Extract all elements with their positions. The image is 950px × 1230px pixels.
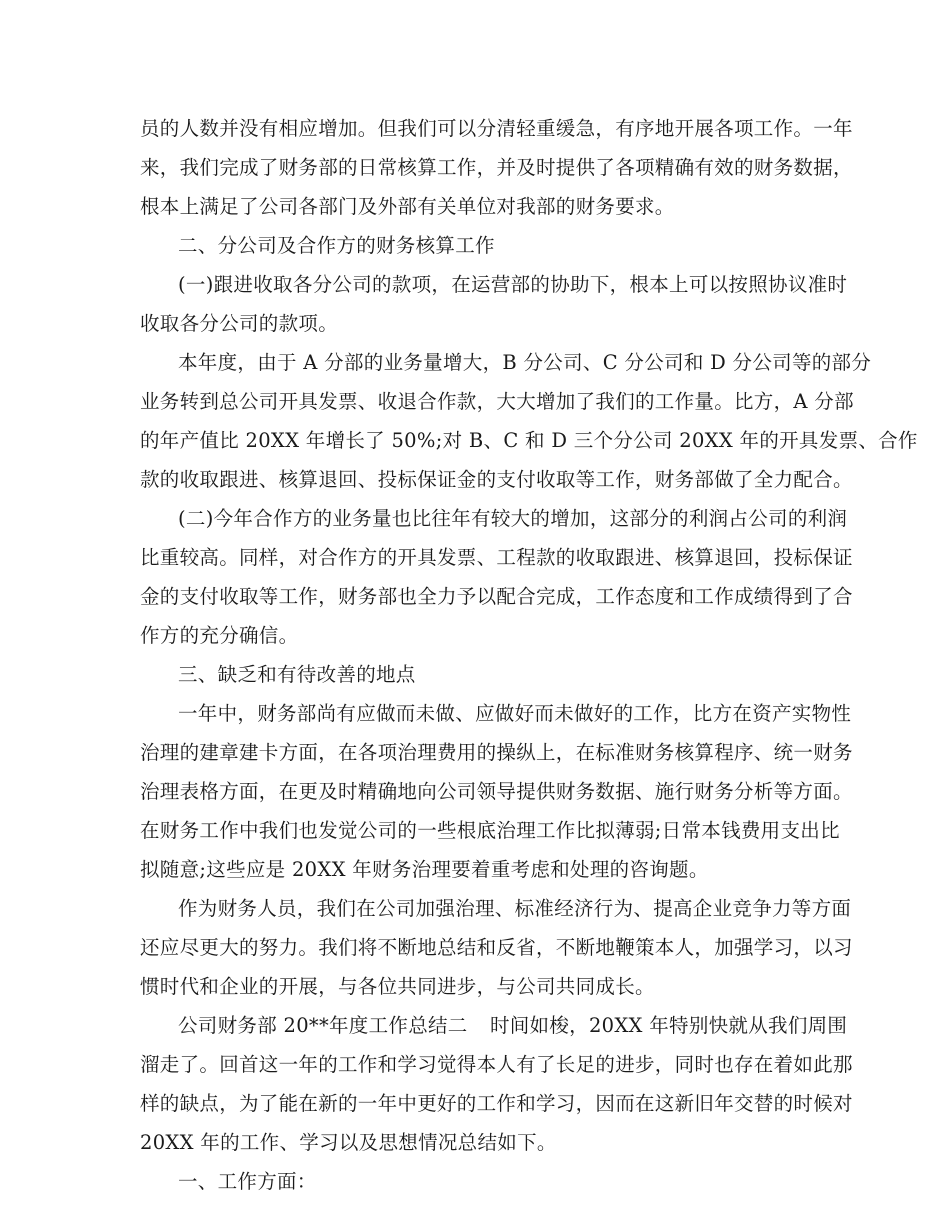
paragraph-line: 治理表格方面，在更及时精确地向公司领导提供财务数据、施行财务分析等方面。 [140, 780, 853, 803]
paragraph-line: 收取各分公司的款项。 [140, 312, 339, 335]
paragraph-line: 20XX 年的工作、学习以及思想情况总结如下。 [140, 1131, 557, 1154]
paragraph-line: 还应尽更大的努力。我们将不断地总结和反省，不断地鞭策本人，加强学习，以习 [140, 936, 853, 959]
paragraph-line: 一年中，财务部尚有应做而未做、应做好而未做好的工作，比方在资产实物性 [178, 702, 852, 725]
paragraph-line: 款的收取跟进、核算退回、投标保证金的支付收取等工作，财务部做了全力配合。 [140, 468, 853, 491]
paragraph-line: (一)跟进收取各分公司的款项，在运营部的协助下，根本上可以按照协议准时 [178, 273, 848, 296]
paragraph-line: 比重较高。同样，对合作方的开具发票、工程款的收取跟进、核算退回，投标保证 [140, 546, 853, 569]
paragraph-line: 公司财务部 20**年度工作总结二 时间如梭，20XX 年特别快就从我们周围 [178, 1014, 848, 1037]
paragraph-line: 溜走了。回首这一年的工作和学习觉得本人有了长足的进步，同时也存在着如此那 [140, 1053, 853, 1076]
paragraph-line: 治理的建章建卡方面，在各项治理费用的操纵上，在标准财务核算程序、统一财务 [140, 741, 853, 764]
section-heading: 二、分公司及合作方的财务核算工作 [178, 234, 495, 257]
section-heading: 一、工作方面： [178, 1170, 317, 1193]
paragraph-line: 根本上满足了公司各部门及外部有关单位对我部的财务要求。 [140, 195, 675, 218]
section-heading: 三、缺乏和有待改善的地点 [178, 663, 416, 686]
paragraph-line: 惯时代和企业的开展，与各位共同进步，与公司共同成长。 [140, 975, 655, 998]
paragraph-line: 来，我们完成了财务部的日常核算工作，并及时提供了各项精确有效的财务数据， [140, 156, 853, 179]
paragraph-line: 拟随意;这些应是 20XX 年财务治理要着重考虑和处理的咨询题。 [140, 858, 709, 881]
paragraph-line: 本年度，由于 A 分部的业务量增大，B 分公司、C 分公司和 D 分公司等的部分 [178, 351, 872, 374]
paragraph-line: 作方的充分确信。 [140, 624, 299, 647]
paragraph-line: 样的缺点，为了能在新的一年中更好的工作和学习，因而在这新旧年交替的时候对 [140, 1092, 853, 1115]
paragraph-line: 员的人数并没有相应增加。但我们可以分清轻重缓急，有序地开展各项工作。一年 [140, 117, 853, 140]
paragraph-line: 金的支付收取等工作，财务部也全力予以配合完成，工作态度和工作成绩得到了合 [140, 585, 853, 608]
paragraph-line: 在财务工作中我们也发觉公司的一些根底治理工作比拟薄弱;日常本钱费用支出比 [140, 819, 840, 842]
paragraph-line: 的年产值比 20XX 年增长了 50%;对 B、C 和 D 三个分公司 20XX 年的开具发票、合作 [140, 429, 918, 452]
paragraph-line: (二)今年合作方的业务量也比往年有较大的增加，这部分的利润占公司的利润 [178, 507, 848, 530]
paragraph-line: 作为财务人员，我们在公司加强治理、标准经济行为、提高企业竞争力等方面 [178, 897, 852, 920]
paragraph-line: 业务转到总公司开具发票、收退合作款，大大增加了我们的工作量。比方，A 分部 [140, 390, 854, 413]
